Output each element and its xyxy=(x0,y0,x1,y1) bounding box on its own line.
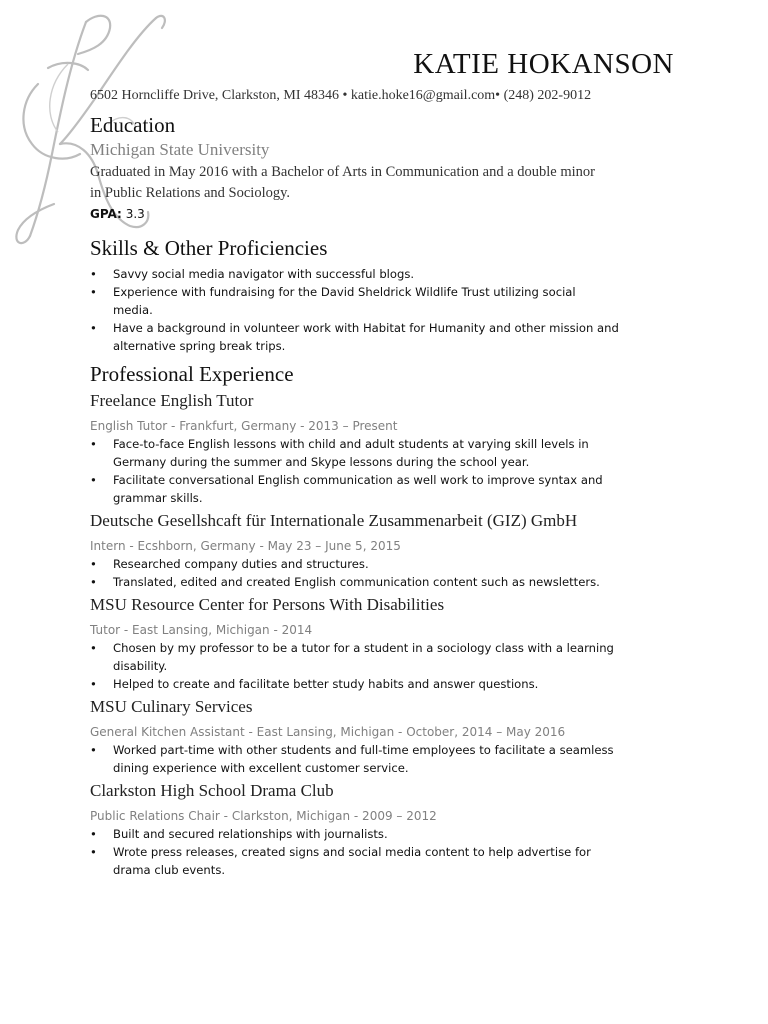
experience-heading: Professional Experience xyxy=(90,362,294,386)
job-bullets xyxy=(90,639,680,693)
list-item xyxy=(90,555,680,573)
resume-body xyxy=(90,112,680,879)
job-organization: MSU Culinary Services xyxy=(90,697,253,716)
resume-name: KATIE HOKANSON xyxy=(413,48,674,80)
job-bullets xyxy=(90,825,680,879)
bullet-line: • Facilitate conversational English communication as well work to improve syntax and xyxy=(113,473,603,487)
degree-line: in Public Relations and Sociology. xyxy=(90,185,291,201)
gpa xyxy=(90,205,680,223)
bullet-line: media. xyxy=(113,303,153,317)
job-role: General Kitchen Assistant - East Lansing, Michigan - October, 2014 – May 2016 xyxy=(90,725,566,739)
job-organization: MSU Resource Center for Persons With Disabilities xyxy=(90,595,445,614)
list-item xyxy=(90,471,680,507)
gpa-label: GPA: xyxy=(90,207,122,221)
bullet-line: alternative spring break trips. xyxy=(113,339,286,353)
gpa-value: 3.3 xyxy=(125,207,145,221)
job-bullets xyxy=(90,435,680,507)
degree-line: Graduated in May 2016 with a Bachelor of Arts in Communication and a double minor xyxy=(90,164,595,180)
bullet-line: disability. xyxy=(113,659,168,673)
list-item xyxy=(90,435,680,471)
skills-section xyxy=(90,235,680,355)
bullet-line: Germany during the summer and Skype lessons during the school year. xyxy=(113,455,530,469)
job-bullets xyxy=(90,555,680,591)
education-heading: Education xyxy=(90,113,176,137)
list-item xyxy=(90,283,680,319)
list-item xyxy=(90,675,680,693)
job-entry xyxy=(90,697,680,777)
skills-heading: Skills & Other Proficiencies xyxy=(90,236,328,260)
list-item xyxy=(90,265,680,283)
list-item xyxy=(90,639,680,675)
bullet-line: • Chosen by my professor to be a tutor for a student in a sociology class with a learning xyxy=(113,641,614,655)
job-organization: Deutsche Gesellshcaft für Internationale Zusammenarbeit (GIZ) GmbH xyxy=(90,511,578,530)
bullet-line: drama club events. xyxy=(113,863,226,877)
bullet-line: grammar skills. xyxy=(113,491,203,505)
school-name: Michigan State University xyxy=(90,140,270,159)
bullet-line: • Helped to create and facilitate better study habits and answer questions. xyxy=(113,677,539,691)
job-role: Intern - Ecshborn, Germany - May 23 – June 5, 2015 xyxy=(90,539,401,553)
bullet-line: • Wrote press releases, created signs and social media content to help advertise for xyxy=(113,845,591,859)
job-role: Tutor - East Lansing, Michigan - 2014 xyxy=(90,623,313,637)
bullet-line: • Have a background in volunteer work with Habitat for Humanity and other mission and xyxy=(113,321,619,335)
job-role: Public Relations Chair - Clarkston, Michigan - 2009 – 2012 xyxy=(90,809,437,823)
list-item xyxy=(90,319,680,355)
experience-section xyxy=(90,361,680,879)
list-item xyxy=(90,741,680,777)
job-role: English Tutor - Frankfurt, Germany - 2013 – Present xyxy=(90,419,398,433)
job-entry xyxy=(90,595,680,693)
job-organization: Clarkston High School Drama Club xyxy=(90,781,334,800)
job-entry xyxy=(90,511,680,591)
bullet-line: • Experience with fundraising for the David Sheldrick Wildlife Trust utilizing social xyxy=(113,285,576,299)
bullet-line: • Face-to-face English lessons with child and adult students at varying skill levels in xyxy=(113,437,589,451)
bullet-line: • Built and secured relationships with journalists. xyxy=(113,827,388,841)
job-bullets xyxy=(90,741,680,777)
education-section xyxy=(90,112,680,223)
bullet-line: • Savvy social media navigator with successful blogs. xyxy=(113,267,415,281)
bullet-line: • Worked part-time with other students and full-time employees to facilitate a seamless xyxy=(113,743,614,757)
list-item xyxy=(90,825,680,843)
bullet-line: • Researched company duties and structures. xyxy=(113,557,369,571)
list-item xyxy=(90,573,680,591)
job-organization: Freelance English Tutor xyxy=(90,391,254,410)
bullet-line: • Translated, edited and created English communication content such as newsletters. xyxy=(113,575,600,589)
list-item xyxy=(90,843,680,879)
degree-description xyxy=(90,162,680,204)
job-entry xyxy=(90,391,680,507)
contact-line: 6502 Horncliffe Drive, Clarkston, MI 48346 • katie.hoke16@gmail.com• (248) 202-9012 xyxy=(90,88,592,103)
job-entry xyxy=(90,781,680,879)
bullet-line: dining experience with excellent customer service. xyxy=(113,761,409,775)
skills-list xyxy=(90,265,680,355)
